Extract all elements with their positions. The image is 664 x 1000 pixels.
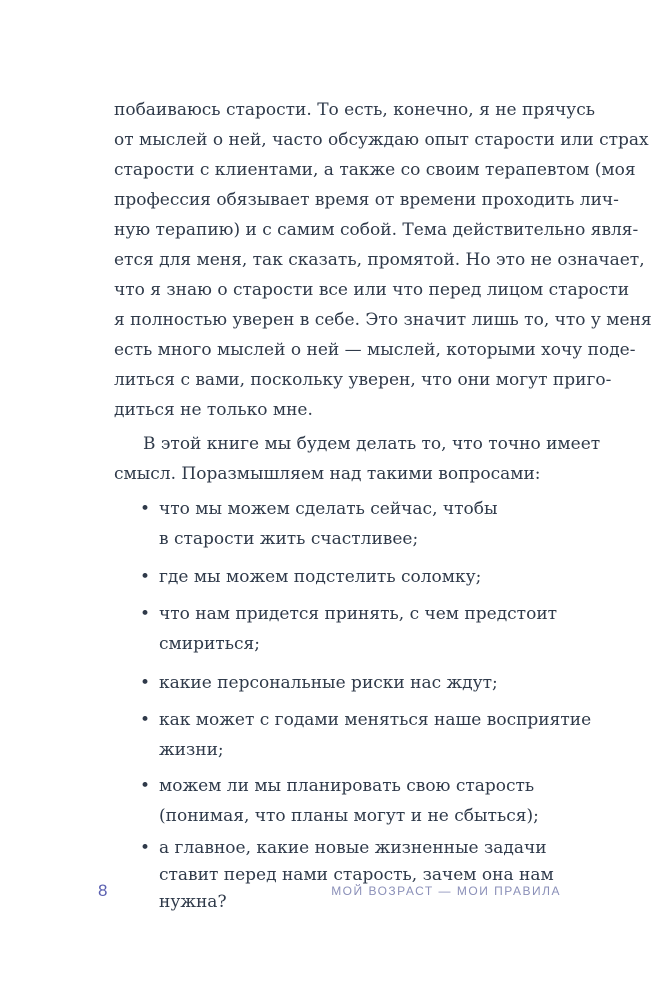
list-item-line: какие персональные риски нас ждут;	[159, 673, 498, 693]
text-line: смысл. Поразмышляем над такими вопросами:	[114, 464, 541, 484]
list-item-line: в старости жить счастливее;	[159, 529, 419, 549]
bullet-icon: •	[139, 567, 151, 587]
list-item-line: а главное, какие новые жизненные задачи	[159, 838, 547, 858]
bullet-icon: •	[139, 776, 151, 796]
text-line: от мыслей о ней, часто обсуждаю опыт старости или страх	[114, 130, 649, 150]
list-item-line: смириться;	[159, 634, 260, 654]
running-footer-title: МОЙ ВОЗРАСТ — МОИ ПРАВИЛА	[331, 884, 561, 898]
text-line: литься с вами, поскольку уверен, что они могут приго-	[114, 370, 612, 390]
list-item-line: ставит перед нами старость, зачем она нам	[159, 865, 554, 885]
list-item-line: жизни;	[159, 740, 224, 760]
text-line: профессия обязывает время от времени проходить лич-	[114, 190, 619, 210]
list-item-line: что мы можем сделать сейчас, чтобы	[159, 499, 498, 519]
list-item-line: можем ли мы планировать свою старость	[159, 776, 535, 796]
text-line: что я знаю о старости все или что перед лицом старости	[114, 280, 630, 300]
bullet-icon: •	[139, 710, 151, 730]
text-line: В этой книге мы будем делать то, что точно имеет	[143, 434, 601, 454]
list-item-line: (понимая, что планы могут и не сбыться);	[159, 806, 539, 826]
text-line: ную терапию) и с самим собой. Тема действительно явля-	[114, 220, 639, 240]
text-line: старости с клиентами, а также со своим терапевтом (моя	[114, 160, 636, 180]
bullet-icon: •	[139, 499, 151, 519]
list-item-line: как может с годами меняться наше восприятие	[159, 710, 592, 730]
bullet-icon: •	[139, 604, 151, 624]
page-number: 8	[98, 881, 108, 900]
bullet-icon: •	[139, 838, 151, 858]
text-line: диться не только мне.	[114, 400, 313, 420]
list-item-line: где мы можем подстелить соломку;	[159, 567, 482, 587]
bullet-icon: •	[139, 673, 151, 693]
list-item-line: нужна?	[159, 892, 227, 912]
text-line: я полностью уверен в себе. Это значит лишь то, что у меня	[114, 310, 652, 330]
text-line: есть много мыслей о ней — мыслей, которыми хочу поде-	[114, 340, 636, 360]
text-line: побаиваюсь старости. То есть, конечно, я не прячусь	[114, 100, 595, 120]
list-item-line: что нам придется принять, с чем предстоит	[159, 604, 558, 624]
text-line: ется для меня, так сказать, промятой. Но это не означает,	[114, 250, 645, 270]
